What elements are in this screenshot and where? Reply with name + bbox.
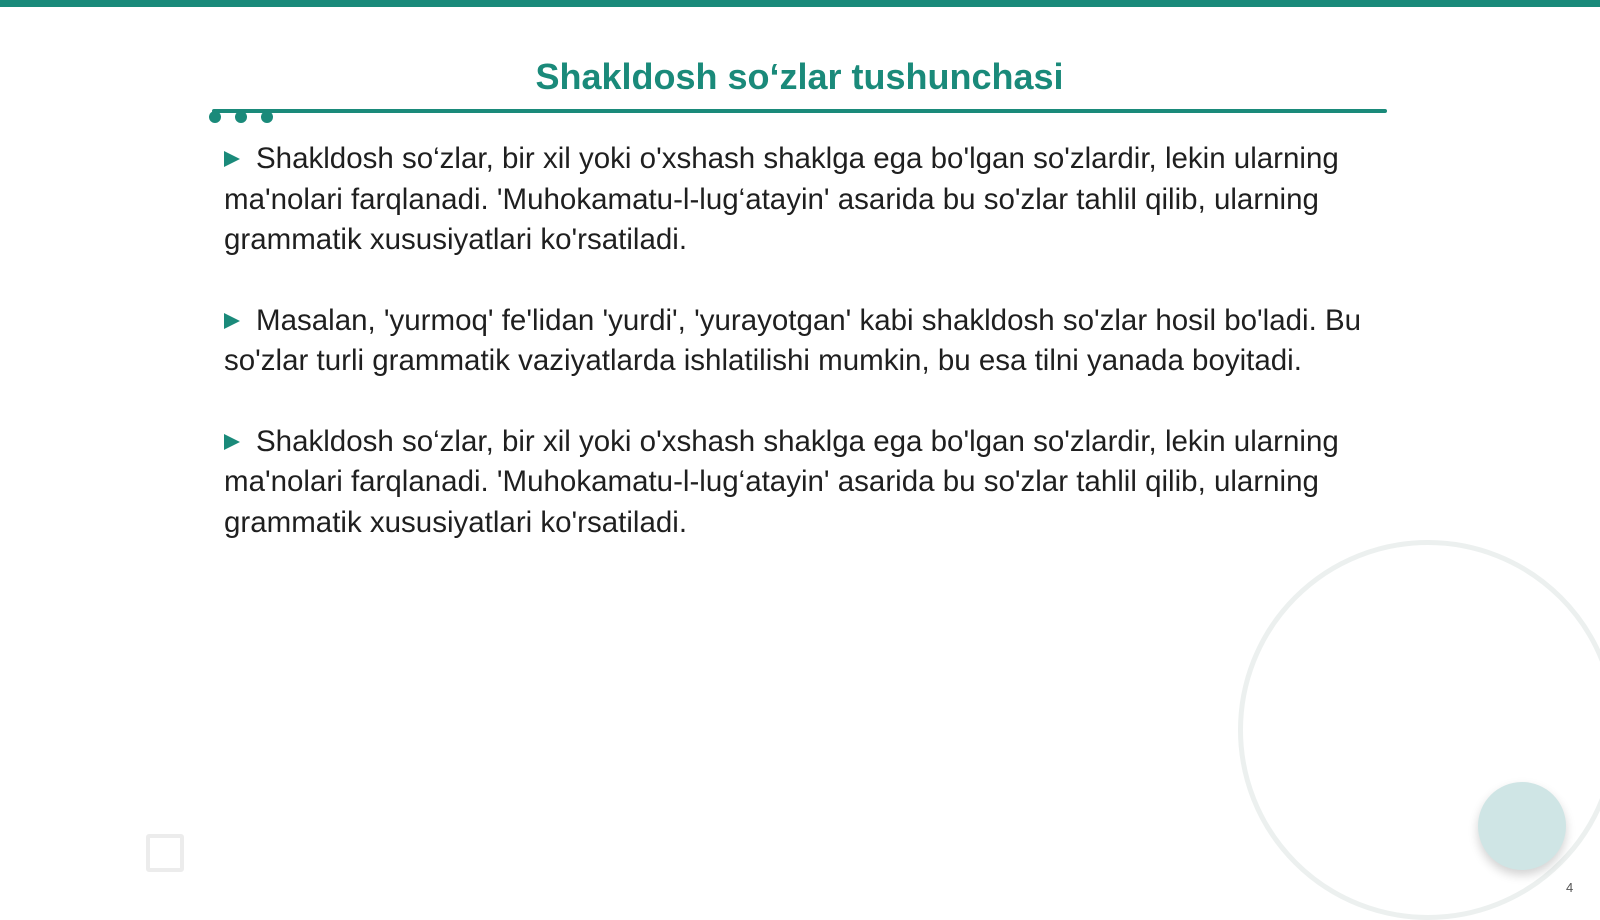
decorative-disc <box>1478 782 1566 870</box>
title-underline <box>212 109 1387 113</box>
underline-dot <box>209 111 221 123</box>
bullet-paragraph <box>224 301 1384 382</box>
bullet-paragraph <box>224 422 1384 544</box>
top-accent-bar <box>0 0 1600 7</box>
triangle-right-icon <box>224 434 240 450</box>
bullet-paragraph <box>224 139 1384 261</box>
triangle-right-icon <box>224 313 240 329</box>
slide-title: Shakldosh so‘zlar tushunchasi <box>535 56 1064 97</box>
underline-dot <box>261 111 273 123</box>
underline-dot <box>235 111 247 123</box>
page-number: 4 <box>1566 880 1574 895</box>
bullet-list <box>224 139 1384 583</box>
decorative-square <box>146 834 184 872</box>
bullet-text: Shakldosh so‘zlar, bir xil yoki o'xshash shaklga ega bo'lgan so'zlardir, lekin ularning ma'nolari farqlanadi. 'Muhokamatu-l-lug‘atayin' asarida bu so'zlar tahlil qilib, ularning grammatik xususiyatlari ko'rsatiladi. <box>224 142 1339 256</box>
triangle-right-icon <box>224 151 240 167</box>
bullet-text: Shakldosh so‘zlar, bir xil yoki o'xshash shaklga ega bo'lgan so'zlardir, lekin ularning ma'nolari farqlanadi. 'Muhokamatu-l-lug‘atayin' asarida bu so'zlar tahlil qilib, ularning grammatik xususiyatlari ko'rsatiladi. <box>224 424 1339 539</box>
bullet-text: Masalan, 'yurmoq' fe'lidan 'yurdi', 'yurayotgan' kabi shakldosh so'zlar hosil bo'ladi. Bu so'zlar turli grammatik vaziyatlarda ishlatilishi mumkin, bu esa tilni yanada boyitadi. <box>224 303 1362 377</box>
